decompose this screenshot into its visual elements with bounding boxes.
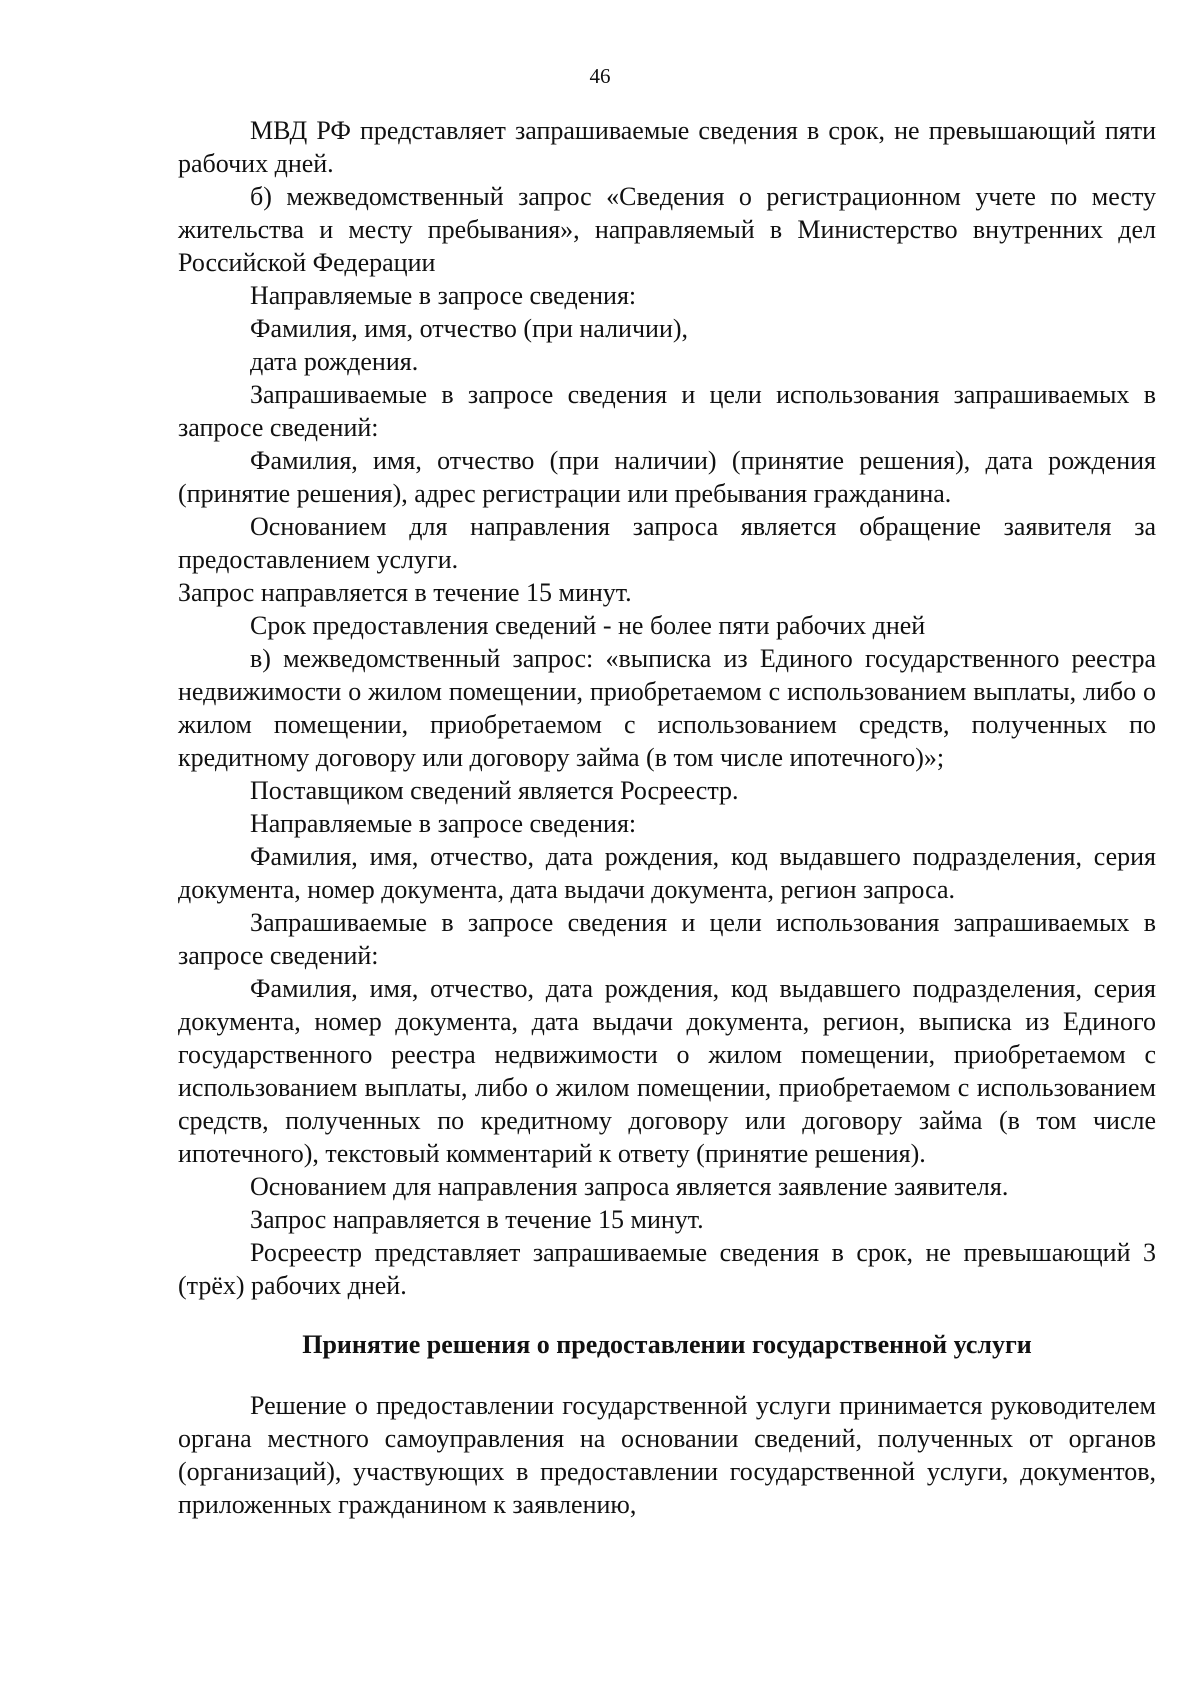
page-number: 46 (589, 64, 611, 88)
paragraph-birth-date: дата рождения. (250, 347, 419, 376)
paragraph-rosreestr-deadline: Росреестр представляет запрашиваемые сведения в срок, не превышающий 3 (трёх) рабочих дней. (178, 1238, 1156, 1300)
paragraph-full-name: Фамилия, имя, отчество (при наличии), (250, 314, 689, 343)
paragraph-sent-data-label: Направляемые в запросе сведения: (250, 281, 637, 310)
paragraph-request-basis-2: Основанием для направления запроса является заявление заявителя. (250, 1172, 1009, 1201)
paragraph-sent-data-list-2: Фамилия, имя, отчество, дата рождения, код выдавшего подразделения, серия документа, номер документа, дата выдачи документа, регион запроса. (178, 842, 1156, 904)
paragraph-request-basis: Основанием для направления запроса является обращение заявителя за предоставлением услуги. (178, 512, 1156, 574)
document-body (178, 114, 1156, 1521)
paragraph-request-b: б) межведомственный запрос «Сведения о регистрационном учете по месту жительства и месту пребывания», направляемый в Министерство внутренних дел Российской Федерации (178, 182, 1156, 277)
paragraph-provider: Поставщиком сведений является Росреестр. (250, 776, 739, 805)
paragraph-request-time: Запрос направляется в течение 15 минут. (178, 578, 632, 607)
paragraph-mvd-deadline: МВД РФ представляет запрашиваемые сведения в срок, не превышающий пяти рабочих дней. (178, 116, 1156, 178)
paragraph-requested-data-list-2: Фамилия, имя, отчество, дата рождения, код выдавшего подразделения, серия документа, номер документа, дата выдачи документа, регион, выписка из Единого государственного реестра недвижимости о жилом помещении, приобретаемом с использованием выплаты, либо о жилом помещении, приобретаемом с использованием средств, полученных по кредитному договору или договору займа (в том числе ипотечного), текстовый комментарий к ответу (принятие решения). (178, 974, 1156, 1168)
paragraph-request-v: в) межведомственный запрос: «выписка из Единого государственного реестра недвижимости о жилом помещении, приобретаемом с использованием выплаты, либо о жилом помещении, приобретаемом с использованием средств, полученных по кредитному договору или договору займа (в том числе ипотечного)»; (178, 644, 1156, 772)
paragraph-requested-data-label: Запрашиваемые в запросе сведения и цели использования запрашиваемых в запросе сведений: (178, 380, 1156, 442)
paragraph-response-deadline: Срок предоставления сведений - не более пяти рабочих дней (250, 611, 926, 640)
section-heading: Принятие решения о предоставлении государственной услуги (302, 1330, 1032, 1359)
paragraph-request-time-2: Запрос направляется в течение 15 минут. (250, 1205, 704, 1234)
paragraph-decision: Решение о предоставлении государственной услуги принимается руководителем органа местного самоуправления на основании сведений, полученных от органов (организаций), участвующих в предоставлении государственной услуги, документов, приложенных гражданином к заявлению, (178, 1391, 1156, 1519)
paragraph-requested-data-label-2: Запрашиваемые в запросе сведения и цели использования запрашиваемых в запросе сведений: (178, 908, 1156, 970)
paragraph-requested-data-list: Фамилия, имя, отчество (при наличии) (принятие решения), дата рождения (принятие решения), адрес регистрации или пребывания гражданина. (178, 446, 1156, 508)
paragraph-sent-data-label-2: Направляемые в запросе сведения: (250, 809, 637, 838)
